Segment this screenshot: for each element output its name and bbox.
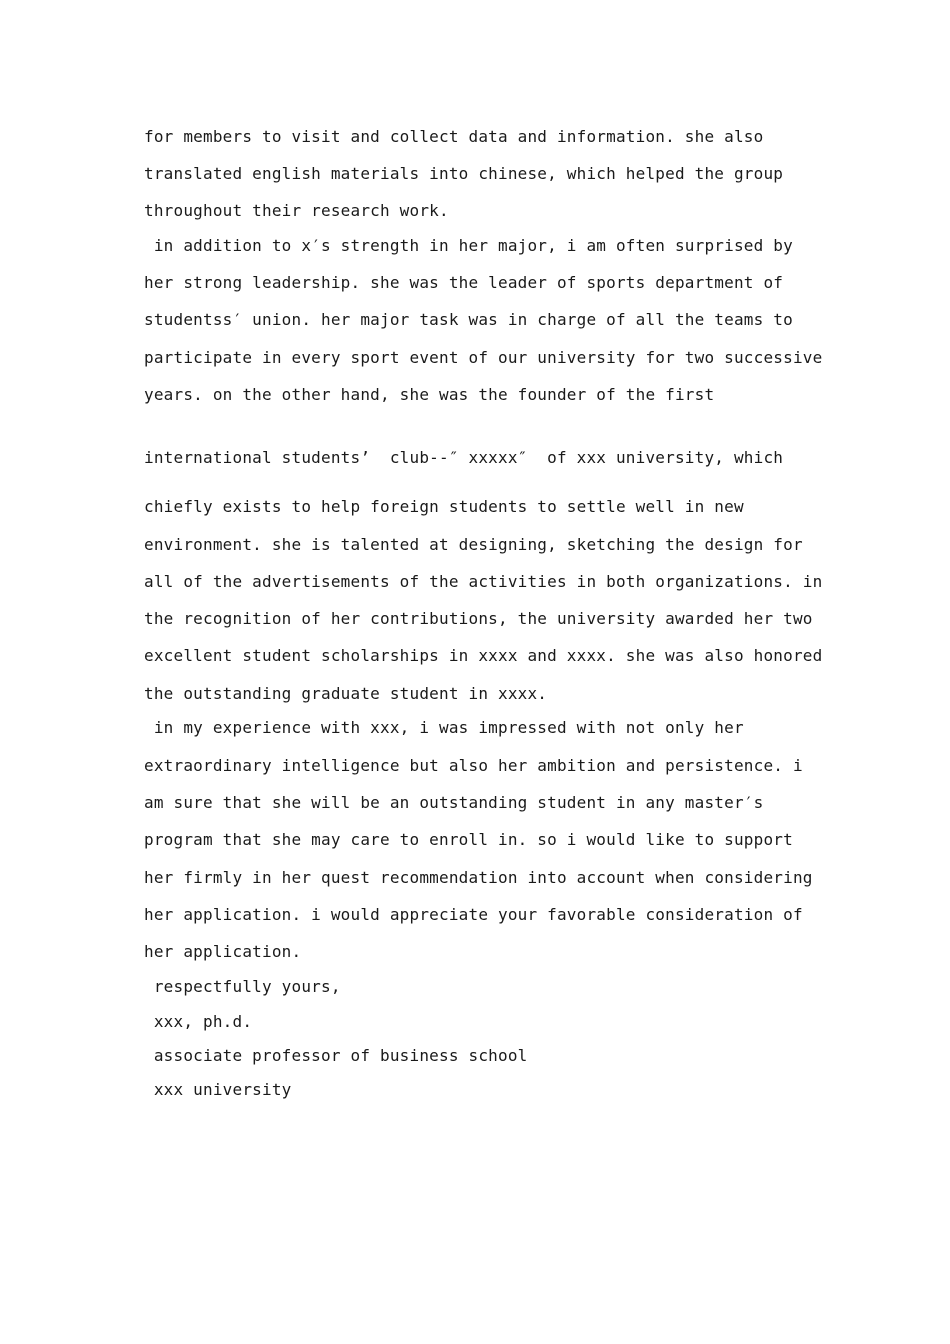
signature-title: associate professor of business school (144, 1046, 528, 1065)
body-line: the recognition of her contributions, the university awarded her two (144, 609, 813, 628)
body-line: translated english materials into chinese, which helped the group (144, 164, 784, 183)
body-line: excellent student scholarships in xxxx and xxxx. she was also honored (144, 646, 823, 665)
body-line: her application. i would appreciate your favorable consideration of (144, 905, 803, 924)
body-line: for members to visit and collect data and information. she also (144, 127, 764, 146)
body-line: the outstanding graduate student in xxxx. (144, 684, 548, 703)
body-line: all of the advertisements of the activities in both organizations. in (144, 572, 823, 591)
body-line: in my experience with xxx, i was impressed with not only her (144, 718, 744, 737)
body-line: am sure that she will be an outstanding student in any master′s (144, 793, 764, 812)
body-line: studentss′ union. her major task was in charge of all the teams to (144, 310, 793, 329)
body-line: her strong leadership. she was the leader of sports department of (144, 273, 784, 292)
signature-institution: xxx university (144, 1080, 292, 1099)
body-line: extraordinary intelligence but also her ambition and persistence. i (144, 756, 803, 775)
body-line: international students’ club--″ xxxxx″ of xxx university, which (144, 448, 784, 467)
body-line: years. on the other hand, she was the founder of the first (144, 385, 715, 404)
closing-line: respectfully yours, (144, 977, 341, 996)
signature-name: xxx, ph.d. (144, 1012, 253, 1031)
body-line: environment. she is talented at designing, sketching the design for (144, 535, 803, 554)
body-line: participate in every sport event of our university for two successive (144, 348, 823, 367)
body-line: in addition to x′s strength in her major, i am often surprised by (144, 236, 793, 255)
body-line: chiefly exists to help foreign students to settle well in new (144, 497, 744, 516)
body-line: throughout their research work. (144, 201, 449, 220)
body-line: program that she may care to enroll in. so i would like to support (144, 830, 793, 849)
body-line: her application. (144, 942, 302, 961)
body-line: her firmly in her quest recommendation into account when considering (144, 868, 813, 887)
